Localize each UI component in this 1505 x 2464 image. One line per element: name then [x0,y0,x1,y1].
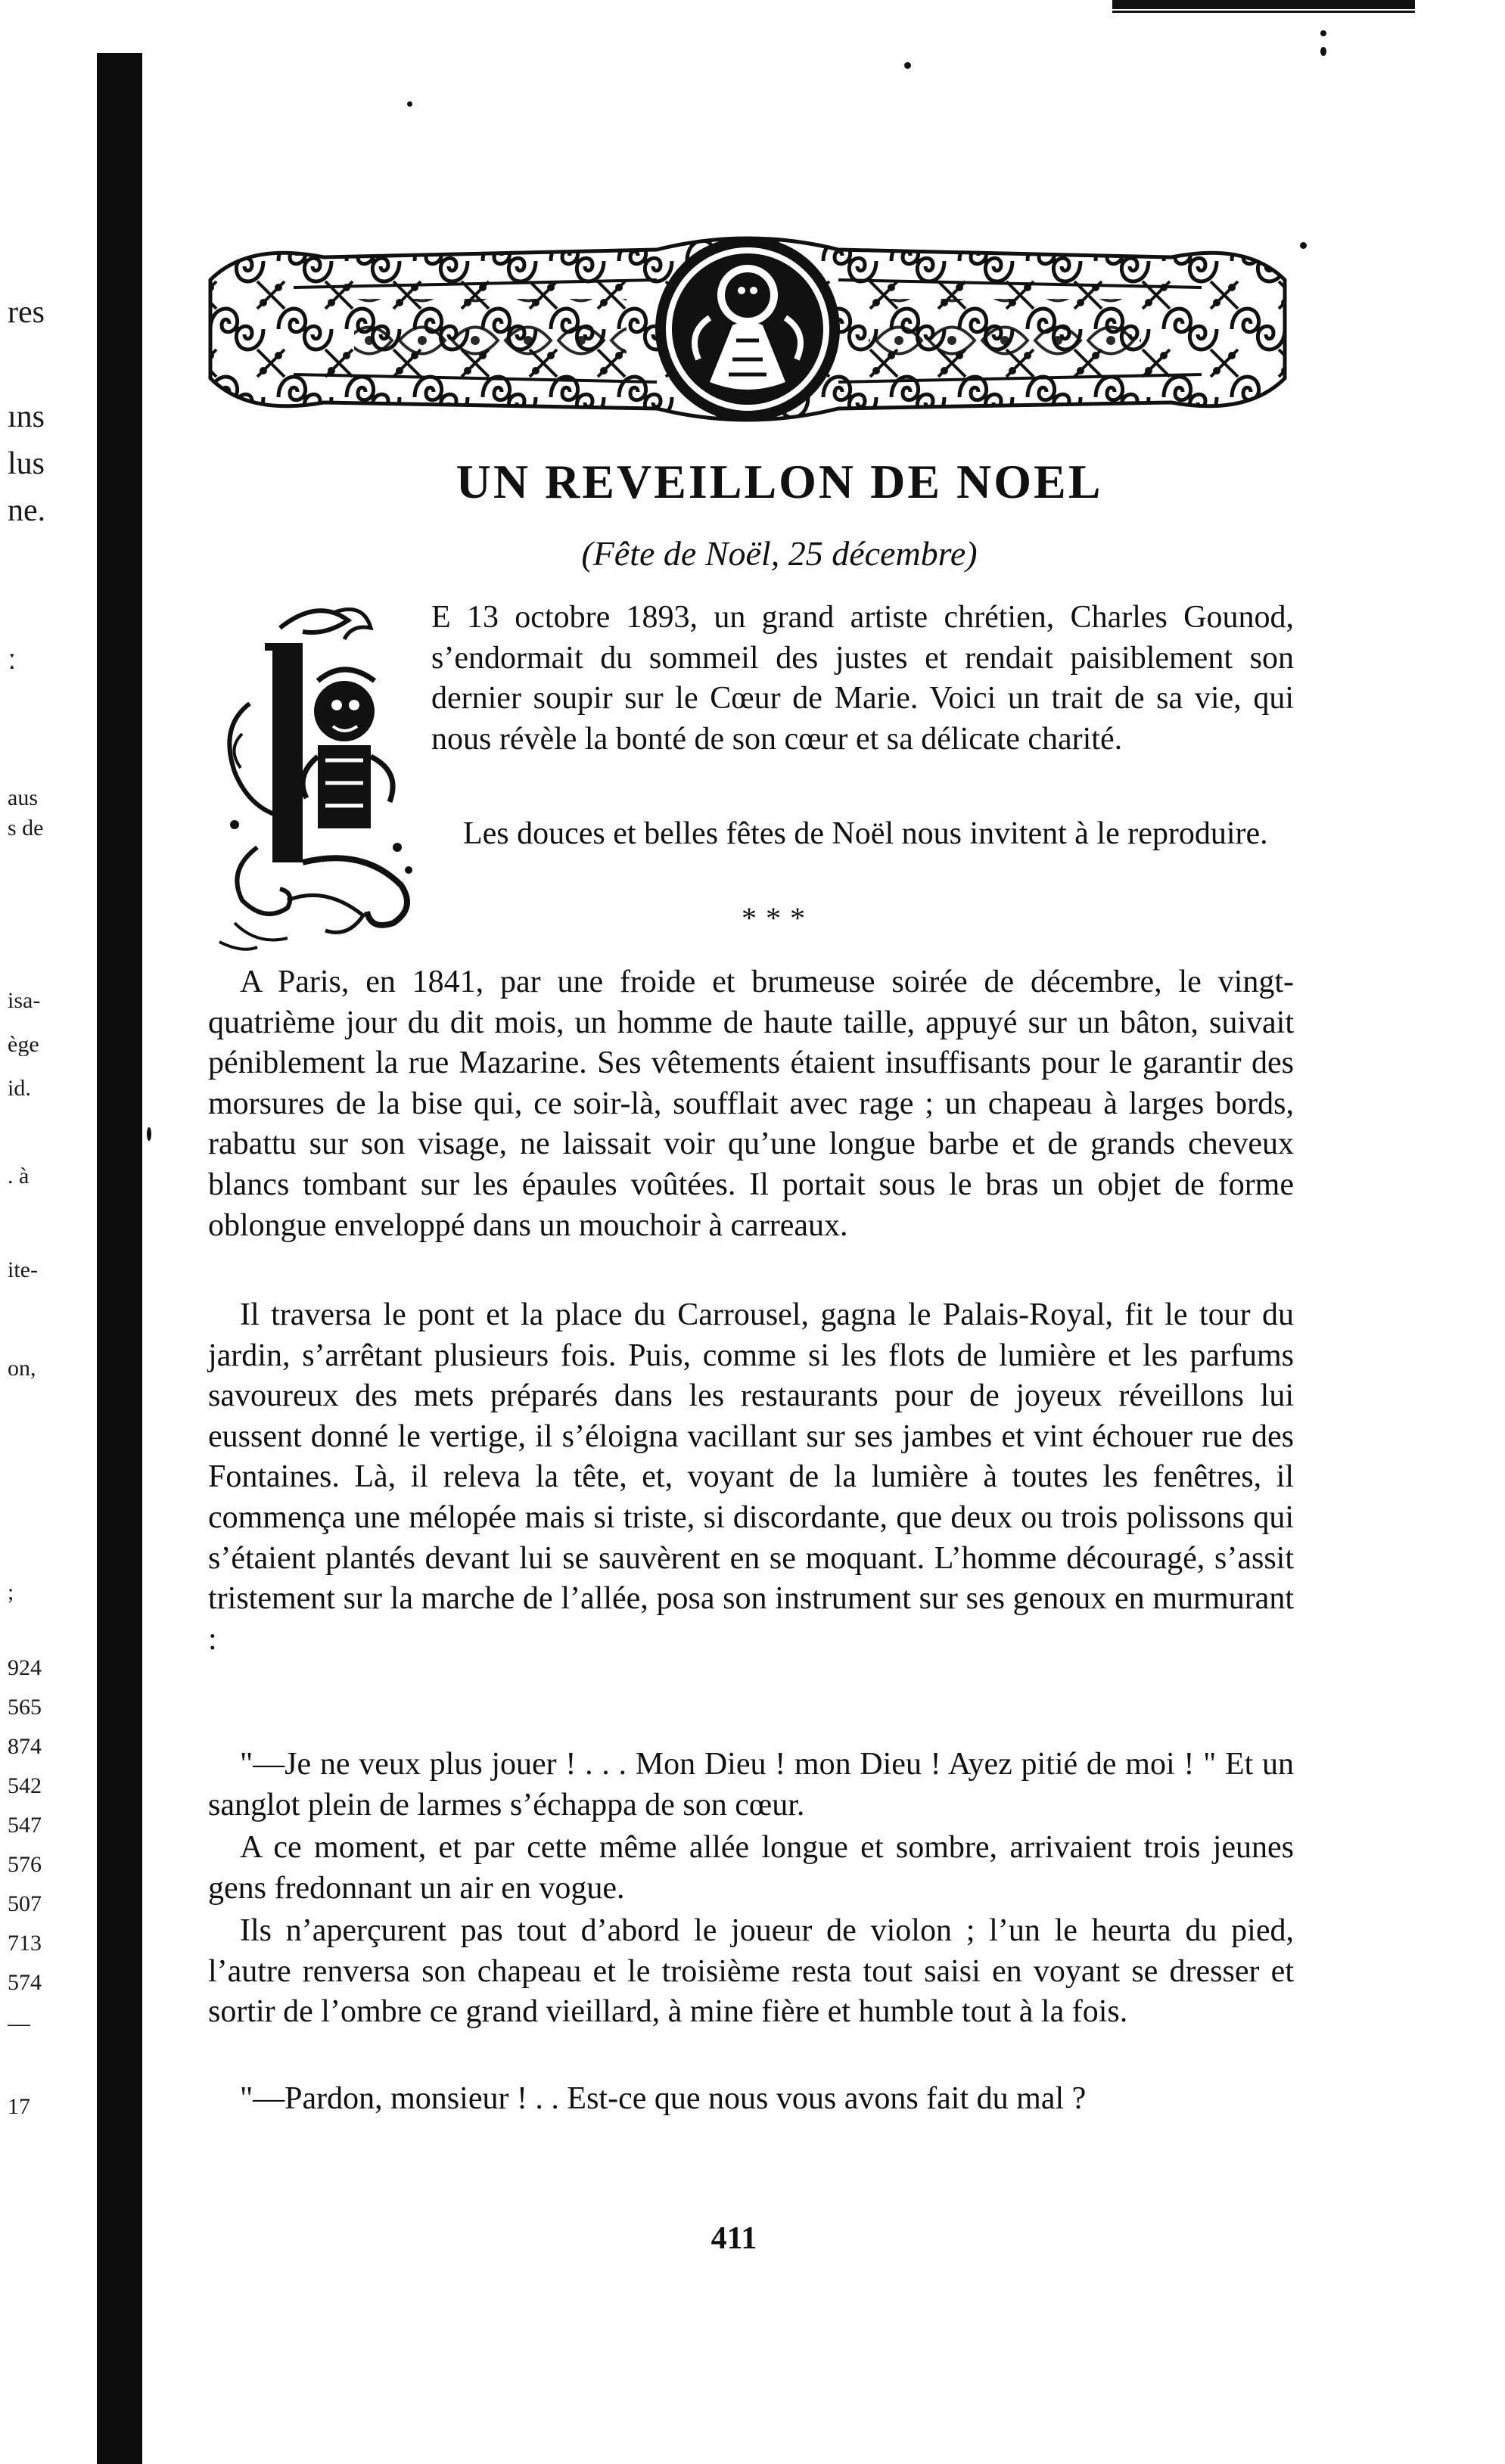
margin-fragment: . à [8,1165,30,1188]
body-paragraph: A ce moment, et par cette même allée longue et sombre, arrivaient trois jeunes gens fredonnant un air en vogue. [208,1830,1294,1906]
body-paragraph: Il traversa le pont et la place du Carrousel, gagna le Palais-Royal, fit le tour du jardin, s’arrêtant plusieurs fois. Puis, comme si les flots de lumière et les parfums savoureux des mets préparés dans les restaurants pour de joyeux réveillons lui eussent donné le vertige, il s’éloigna vacillant sur ses jambes et vint échouer rue des Fontaines. Là, il releva la tête, et, voyant de la lumière à toutes les fenêtres, il commença une mélopée mais si triste, si discordante, que deux ou trois polissons qui s’étaient plantés devant lui se sauvèrent en se moquant. L’homme découragé, s’assit tristement sur la marche de l’allée, posa son instrument sur ses genoux en murmurant : [208,1297,1294,1657]
scan-speck [1320,47,1326,56]
margin-fragment: res [8,297,45,328]
margin-fragment: — [8,2012,30,2035]
margin-fragment: ne. [8,495,46,527]
scan-edge-line [1112,0,1415,9]
scan-edge-line-thin [1112,11,1415,13]
article-title: UN REVEILLON DE NOEL [456,455,1103,508]
margin-fragment: ; [8,1581,14,1604]
margin-fragment: 547 [8,1814,42,1837]
scan-speck [1300,242,1307,249]
page-number: 411 [711,2221,757,2256]
body-paragraph: A Paris, en 1841, par une froide et brumeuse soirée de décembre, le vingt-quatrième jour du dit mois, un homme de haute taille, appuyé sur un bâton, suivait péniblement la rue Mazarine. Ses vêtements étaient insuffisants pour le garantir des morsures de la bise qui, ce soir-là, soufflait avec rage ; un chapeau à larges bords, rabattu sur son visage, ne laissait voir qu’une longue barbe et de grands cheveux blancs tombant sur les épaules voûtées. Il portait sous le bras un objet de forme oblongue enveloppé dans un mouchoir à carreaux. [208,965,1294,1243]
opening-paragraph: E 13 octobre 1893, un grand artiste chrétien, Charles Gounod, s’endormait du sommeil des justes et rendait paisiblement son dernier soupir sur le Cœur de Marie. Voici un trait de sa vie, qui nous révèle la bonté de son cœur et sa délicate charité. [431,600,1294,757]
margin-fragment: 17 [8,2096,30,2118]
margin-fragment: ège [8,1033,39,1056]
margin-fragment: 574 [8,1972,42,1994]
dialogue-paragraph: "—Je ne veux plus jouer ! . . . Mon Dieu ! mon Dieu ! Ayez pitié de moi ! " Et un sanglot plein de larmes s’échappa de son cœur. [208,1747,1294,1822]
margin-fragment: s de [8,817,44,840]
dialogue-paragraph: "—Pardon, monsieur ! . . Est-ce que nous vous avons fait du mal ? [240,2081,1087,2116]
margin-fragment: 874 [8,1735,42,1758]
margin-fragment: 565 [8,1696,42,1719]
margin-fragment: ː [8,643,17,675]
margin-fragment: ite- [8,1259,38,1282]
header-ornament [203,227,1292,431]
scan-speck [147,1127,151,1141]
section-separator: * * * [742,901,807,935]
binding-shadow [97,53,142,2464]
margin-fragment: aus [8,787,38,809]
body-paragraph: Les douces et belles fêtes de Noël nous invitent à le reproduire. [463,816,1268,851]
drop-cap-ornament [212,598,431,953]
margin-fragment: 507 [8,1893,42,1916]
margin-fragment: 924 [8,1657,42,1679]
margin-fragment: on, [8,1357,36,1380]
margin-fragment: ıns [8,401,45,433]
scan-speck [407,101,412,107]
margin-fragment: isa- [8,990,41,1012]
article-subtitle: (Fête de Noël, 25 décembre) [581,534,978,573]
margin-fragment: lus [8,448,45,480]
scan-speck [904,62,911,69]
margin-fragment: 542 [8,1775,42,1798]
scan-speck [1320,30,1326,36]
margin-fragment: 713 [8,1932,42,1955]
margin-fragment: id. [8,1077,31,1100]
margin-fragment: 576 [8,1853,42,1876]
body-paragraph: Ils n’aperçurent pas tout d’abord le joueur de violon ; l’un le heurta du pied, l’autre renversa son chapeau et le troisième resta tout saisi en voyant se dresser et sortir de l’ombre ce grand vieillard, à mine fière et humble tout à la fois. [208,1913,1294,2030]
